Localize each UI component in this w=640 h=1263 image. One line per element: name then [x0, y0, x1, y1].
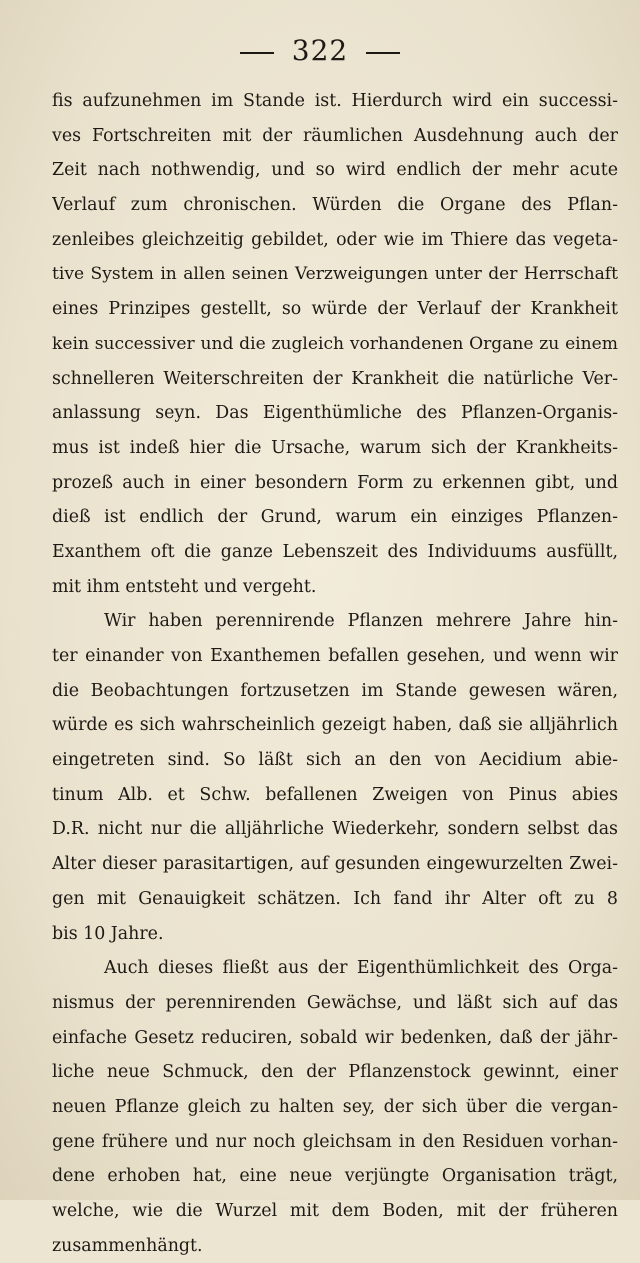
text-line: Zeit nach nothwendig, und so wird endlich der mehr acute [52, 160, 618, 181]
text-line: dieß ist endlich der Grund, warum ein einziges Pflanzen- [52, 507, 618, 528]
header-dash-left [240, 52, 274, 54]
text-line: schnelleren Weiterschreiten der Krankheit die natürliche Ver- [52, 368, 618, 389]
text-line: Exanthem oft die ganze Lebenszeit des Individuums ausfüllt, [52, 541, 618, 562]
text-line: liche neue Schmuck, den der Pflanzenstock gewinnt, einer [52, 1062, 618, 1083]
text-line: zusammenhängt. [52, 1235, 203, 1256]
text-line: tive System in allen seinen Verzweigungen unter der Herrschaft [52, 264, 618, 285]
text-line: eines Prinzipes gestellt, so würde der Verlauf der Krankheit [52, 299, 618, 320]
text-line: Alter dieser parasitartigen, auf gesunden eingewurzelten Zwei- [52, 854, 618, 875]
text-line: mit ihm entsteht und vergeht. [52, 576, 317, 597]
text-line: würde es sich wahrscheinlich gezeigt haben, daß sie alljährlich [52, 715, 618, 736]
text-line: eingetreten sind. So läßt sich an den von Aecidium abie- [52, 750, 618, 771]
text-line: Verlauf zum chronischen. Würden die Organe des Pflan- [52, 195, 618, 216]
text-line: fis aufzunehmen im Stande ist. Hierdurch wird ein successi- [52, 91, 618, 111]
text-line: ter einander von Exanthemen befallen gesehen, und wenn wir [52, 646, 618, 666]
text-line: einfache Gesetz reduciren, sobald wir bedenken, daß der jähr- [52, 1027, 618, 1048]
text-line: kein successiver und die zugleich vorhandenen Organe zu einem [52, 333, 618, 354]
text-line: anlassung seyn. Das Eigenthümliche des Pflanzen-Organis- [52, 403, 618, 424]
text-line: tinum Alb. et Schw. befallenen Zweigen von Pinus abies [52, 784, 618, 805]
paragraph [52, 604, 618, 951]
paragraph [52, 84, 618, 604]
text-line: nismus der perennirenden Gewächse, und läßt sich auf das [52, 992, 618, 1013]
text-line: neuen Pflanze gleich zu halten sey, der sich über die vergan- [52, 1096, 618, 1117]
text-line: die Beobachtungen fortzusetzen im Stande gewesen wären, [52, 680, 618, 701]
text-line: ves Fortschreiten mit der räumlichen Ausdehnung auch der [52, 125, 618, 146]
body-text [52, 84, 618, 1263]
text-line: bis 10 Jahre. [52, 923, 164, 944]
text-line: D.R. nicht nur die alljährliche Wiederkehr, sondern selbst das [52, 819, 618, 840]
text-line: gen mit Genauigkeit schätzen. Ich fand ihr Alter oft zu 8 [52, 888, 618, 909]
header-dash-right [366, 52, 400, 54]
page-header [0, 34, 640, 67]
paragraph [52, 951, 618, 1263]
text-line: welche, wie die Wurzel mit dem Boden, mit der früheren [52, 1201, 618, 1221]
page-number: 322 [291, 34, 349, 67]
text-line: prozeß auch in einer besondern Form zu erkennen gibt, und [52, 472, 618, 493]
text-line: zenleibes gleichzeitig gebildet, oder wie im Thiere das vegeta- [52, 229, 618, 250]
text-line: mus ist indeß hier die Ursache, warum sich der Krankheits- [52, 437, 618, 458]
text-line: Auch dieses fließt aus der Eigenthümlichkeit des Orga- [104, 958, 618, 979]
text-line: gene frühere und nur noch gleichsam in den Residuen vorhan- [52, 1131, 618, 1152]
text-line: dene erhoben hat, eine neue verjüngte Organisation trägt, [52, 1166, 618, 1187]
text-line: Wir haben perennirende Pflanzen mehrere Jahre hin- [104, 611, 618, 632]
